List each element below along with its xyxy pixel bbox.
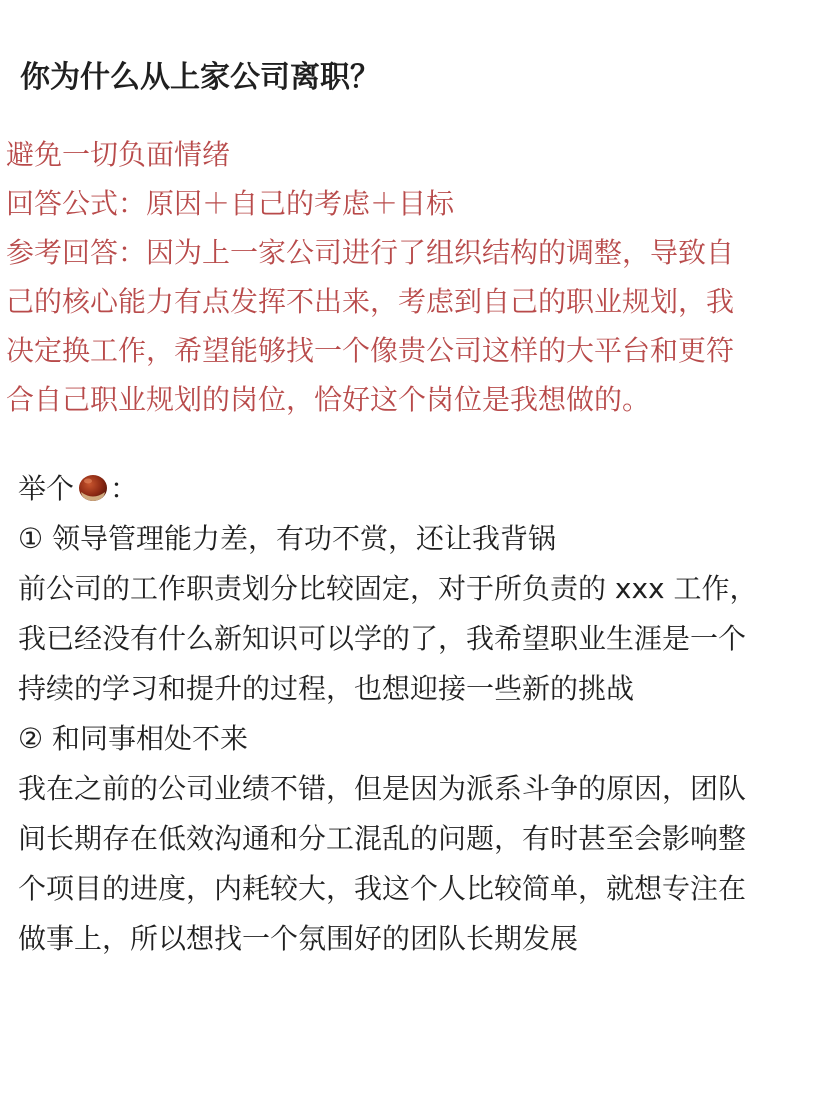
answer-formula: 回答公式：原因＋自己的考虑＋目标 <box>6 187 455 220</box>
example-1-line: 持续的学习和提升的过程，也想迎接一些新的挑战 <box>18 672 635 705</box>
example-2-line: 个项目的进度，内耗较大，我这个人比较简单，就想专注在 <box>18 872 747 905</box>
answer-tips <box>6 130 818 424</box>
example-intro-suffix: ： <box>110 472 139 505</box>
tip-avoid-negative: 避免一切负面情绪 <box>6 138 231 171</box>
example-intro-prefix: 举个 <box>18 472 75 505</box>
example-2-heading: ② 和同事相处不来 <box>18 722 249 755</box>
example-1-line: 我已经没有什么新知识可以学的了，我希望职业生涯是一个 <box>18 622 747 655</box>
example-2-line: 我在之前的公司业绩不错，但是因为派系斗争的原因，团队 <box>18 772 747 805</box>
example-1-heading: ① 领导管理能力差，有功不赏，还让我背锅 <box>18 522 557 555</box>
reference-answer-line: 参考回答：因为上一家公司进行了组织结构的调整，导致自 <box>6 236 735 269</box>
examples <box>18 464 824 964</box>
example-1-line: 前公司的工作职责划分比较固定，对于所负责的 xxx 工作， <box>18 572 758 605</box>
example-2-line: 做事上，所以想找一个氛围好的团队长期发展 <box>18 922 579 955</box>
reference-answer-line: 己的核心能力有点发挥不出来，考虑到自己的职业规划，我 <box>6 285 735 318</box>
page-title: 你为什么从上家公司离职？ <box>20 60 380 95</box>
chestnut-icon <box>76 470 110 504</box>
reference-answer-line: 合自己职业规划的岗位，恰好这个岗位是我想做的。 <box>6 383 651 416</box>
reference-answer-line: 决定换工作，希望能够找一个像贵公司这样的大平台和更符 <box>6 334 735 367</box>
example-intro <box>18 464 824 514</box>
example-2-line: 间长期存在低效沟通和分工混乱的问题，有时甚至会影响整 <box>18 822 747 855</box>
